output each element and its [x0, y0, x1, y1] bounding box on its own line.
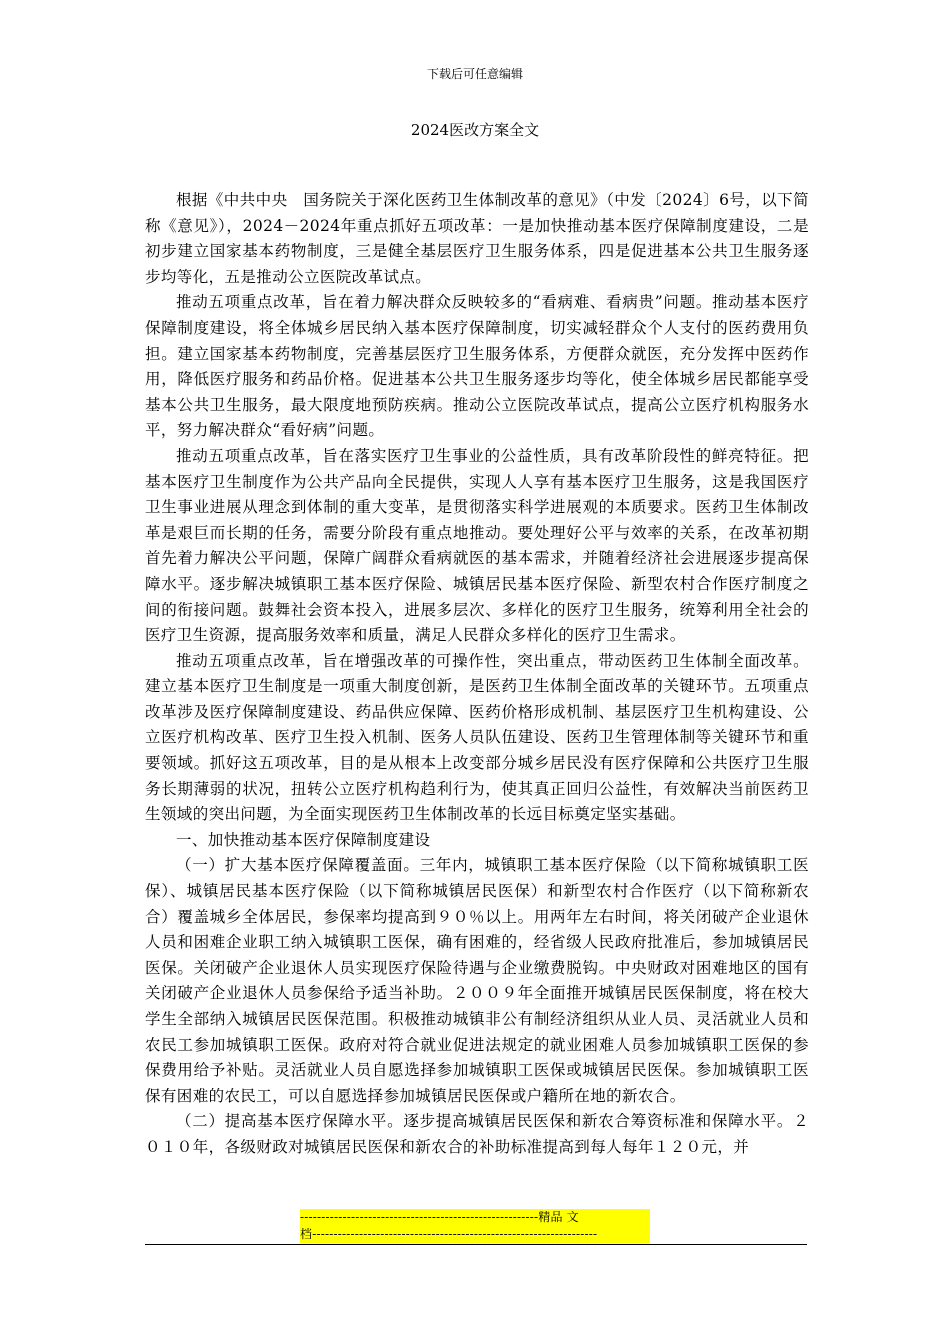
- paragraph: （一）扩大基本医疗保障覆盖面。三年内，城镇职工基本医疗保险（以下简称城镇职工医保）、城镇居民基本医疗保险（以下简称城镇居民医保）和新型农村合作医疗（以下简称新农合）覆盖城乡全体居民，参保率均提高到９０％以上。用两年左右时间，将关闭破产企业退休人员和困难企业职工纳入城镇职工医保，确有困难的，经省级人民政府批准后，参加城镇居民医保。关闭破产企业退休人员实现医疗保险待遇与企业缴费脱钩。中央财政对困难地区的国有关闭破产企业退休人员参保给予适当补助。２００９年全面推开城镇居民医保制度，将在校大学生全部纳入城镇居民医保范围。积极推动城镇非公有制经济组织从业人员、灵活就业人员和农民工参加城镇职工医保。政府对符合就业促进法规定的就业困难人员参加城镇职工医保的参保费用给予补贴。灵活就业人员自愿选择参加城镇职工医保或城镇居民医保。参加城镇职工医保有困难的农民工，可以自愿选择参加城镇居民医保或户籍所在地的新农合。: [145, 856, 809, 1105]
- document-body: [145, 188, 809, 1161]
- footer-divider: [145, 1244, 807, 1245]
- document-title: 2024医改方案全文: [410, 121, 540, 139]
- page-header-note: 下载后可任意编辑: [426, 67, 523, 81]
- paragraph: 推动五项重点改革，旨在增强改革的可操作性，突出重点，带动医药卫生体制全面改革。建立基本医疗卫生制度是一项重大制度创新，是医药卫生体制全面改革的关键环节。五项重点改革涉及医疗保障制度建设、药品供应保障、医药价格形成机制、基层医疗卫生机构建设、公立医疗机构改革、医疗卫生投入机制、医务人员队伍建设、医药卫生管理体制等关键环节和重要领域。抓好这五项改革，目的是从根本上改变部分城乡居民没有医疗保障和公共医疗卫生服务长期薄弱的状况，扭转公立医疗机构趋利行为，使其真正回归公益性，有效解决当前医药卫生领域的突出问题，为全面实现医药卫生体制改革的长远目标奠定坚实基础。: [145, 651, 809, 824]
- paragraph: 推动五项重点改革，旨在着力解决群众反映较多的“看病难、看病贵”问题。推动基本医疗保障制度建设，将全体城乡居民纳入基本医疗保障制度，切实减轻群众个人支付的医药费用负担。建立国家基本药物制度，完善基层医疗卫生服务体系，方便群众就医，充分发挥中医药作用，降低医疗服务和药品价格。促进基本公共卫生服务逐步均等化，使全体城乡居民都能享受基本公共卫生服务，最大限度地预防疾病。推动公立医院改革试点，提高公立医疗机构服务水平，努力解决群众“看好病”问题。: [145, 293, 809, 440]
- footer-watermark-line-1: --------------------------------------------------------精品 文: [300, 1210, 579, 1224]
- footer-watermark-line-2: 档-------------------------------------------------------------------: [300, 1227, 598, 1241]
- section-heading: 一、加快推动基本医疗保障制度建设: [176, 830, 431, 849]
- footer-watermark: [300, 1209, 650, 1243]
- paragraph: 推动五项重点改革，旨在落实医疗卫生事业的公益性质，具有改革阶段性的鲜亮特征。把基本医疗卫生制度作为公共产品向全民提供，实现人人享有基本医疗卫生服务，这是我国医疗卫生事业进展从理念到体制的重大变革，是贯彻落实科学进展观的本质要求。医药卫生体制改革是艰巨而长期的任务，需要分阶段有重点地推动。要处理好公平与效率的关系，在改革初期首先着力解决公平问题，保障广阔群众看病就医的基本需求，并随着经济社会进展逐步提高保障水平。逐步解决城镇职工基本医疗保险、城镇居民基本医疗保险、新型农村合作医疗制度之间的衔接问题。鼓舞社会资本投入，进展多层次、多样化的医疗卫生服务，统筹利用全社会的医疗卫生资源，提高服务效率和质量，满足人民群众多样化的医疗卫生需求。: [145, 446, 809, 645]
- paragraph: 根据《中共中央 国务院关于深化医药卫生体制改革的意见》（中发〔2024〕6号，以下简称《意见》），2024－2024年重点抓好五项改革：一是加快推动基本医疗保障制度建设，二是初步建立国家基本药物制度，三是健全基层医疗卫生服务体系，四是促进基本公共卫生服务逐步均等化，五是推动公立医院改革试点。: [145, 191, 809, 286]
- paragraph: （二）提高基本医疗保障水平。逐步提高城镇居民医保和新农合筹资标准和保障水平。２０１０年，各级财政对城镇居民医保和新农合的补助标准提高到每人每年１２０元，并: [145, 1112, 809, 1156]
